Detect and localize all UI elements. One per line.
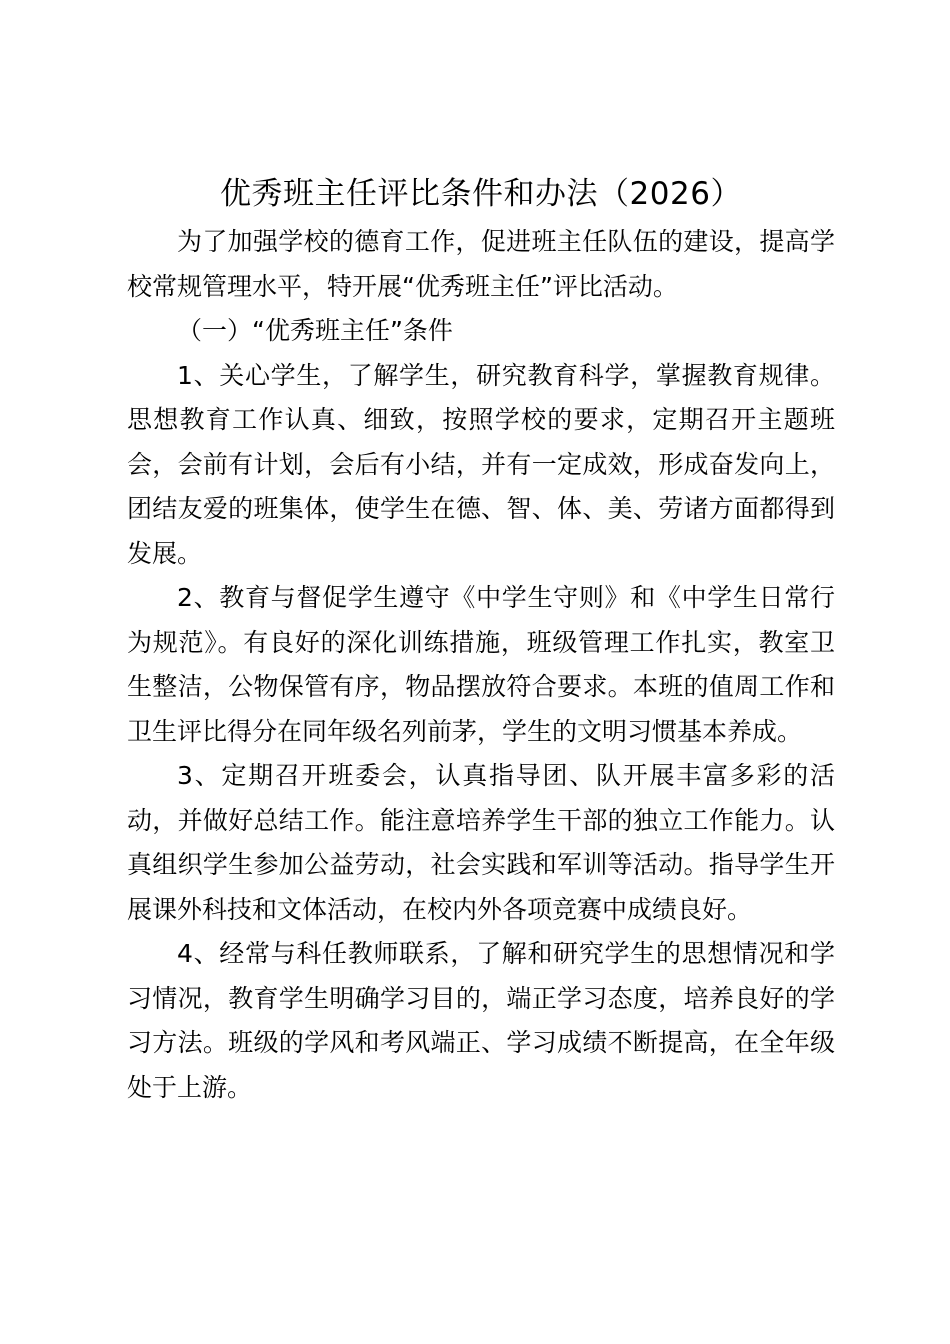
condition-item-2: 2、教育与督促学生遵守《中学生守则》和《中学生日常行为规范》。有良好的深化训练措施，班级管理工作扎实，教室卫生整洁，公物保管有序，物品摆放符合要求。本班的值周工作和卫生评比得分在同年级名列前茅，学生的文明习惯基本养成。 (127, 583, 835, 746)
document-page (127, 168, 835, 1110)
section-heading: （一）“优秀班主任”条件 (177, 316, 453, 345)
document-title: 优秀班主任评比条件和办法（2026） (220, 176, 742, 212)
condition-item-1: 1、关心学生，了解学生，研究教育科学，掌握教育规律。思想教育工作认真、细致，按照学校的要求，定期召开主题班会，会前有计划，会后有小结，并有一定成效，形成奋发向上，团结友爱的班集体，使学生在德、智、体、美、劳诸方面都得到发展。 (127, 360, 835, 568)
condition-item-3: 3、定期召开班委会，认真指导团、队开展丰富多彩的活动，并做好总结工作。能注意培养学生干部的独立工作能力。认真组织学生参加公益劳动，社会实践和军训等活动。指导学生开展课外科技和文体活动，在校内外各项竞赛中成绩良好。 (127, 761, 835, 924)
condition-item-4: 4、经常与科任教师联系，了解和研究学生的思想情况和学习情况，教育学生明确学习目的，端正学习态度，培养良好的学习方法。班级的学风和考风端正、学习成绩不断提高，在全年级处于上游。 (127, 939, 835, 1102)
intro-paragraph: 为了加强学校的德育工作，促进班主任队伍的建设，提高学校常规管理水平，特开展“优秀班主任”评比活动。 (127, 227, 835, 301)
